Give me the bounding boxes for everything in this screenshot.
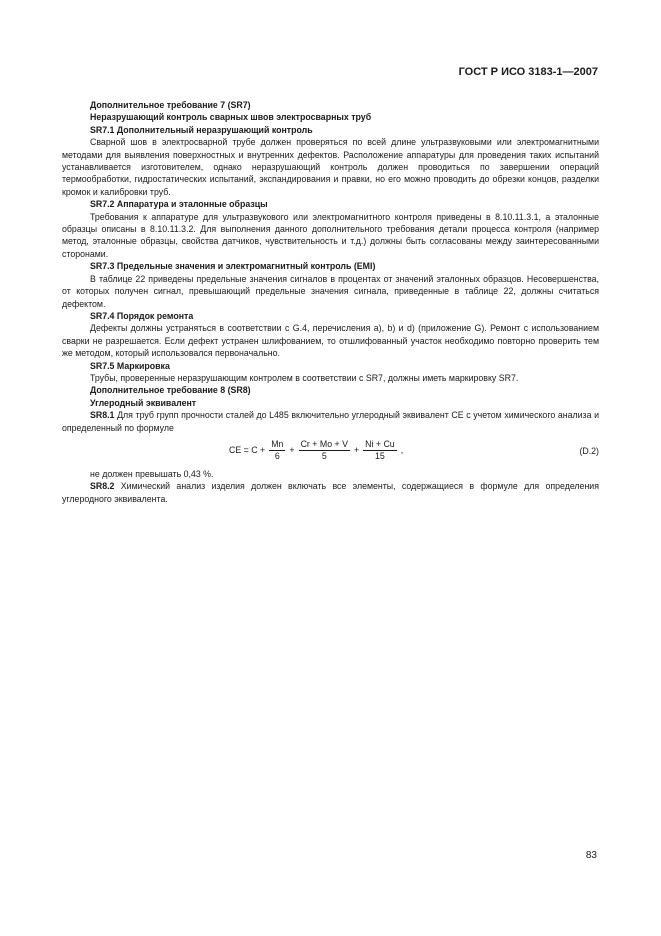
sr72-text: Требования к аппаратуре для ультразвукового или электромагнитного контроля приведены в 8.10.11.3.1, а эталонные образцы описаны в 8.10.11.3.2. Для выполнения данного дополнительного требования детали процесса контроля (например метод, эталонные образцы, свойства датчиков, чувствительность и т.д.) должны быть согласованы между заинтересованными сторонами. bbox=[62, 211, 599, 259]
formula-lhs: CE = C + bbox=[229, 445, 266, 456]
formula-expression bbox=[229, 439, 403, 462]
formula-plus: + bbox=[353, 445, 360, 456]
fraction-ni-cu-denominator: 15 bbox=[375, 450, 385, 461]
formula-plus: + bbox=[289, 445, 295, 456]
sr82-label: SR8.2 bbox=[90, 481, 115, 492]
req7-subtitle: Неразрушающий контроль сварных швов электросварных труб bbox=[90, 112, 372, 123]
sr82-text: Химический анализ изделия должен включать все элементы, содержащиеся в формуле для определения углеродного эквивалента. bbox=[62, 481, 599, 504]
sr82-paragraph bbox=[62, 480, 599, 505]
ce-formula bbox=[62, 437, 599, 467]
sr81-text: Для труб групп прочности сталей до L485 включительно углеродный эквивалент CE с учетом химического анализа и определенный по формуле bbox=[62, 410, 599, 433]
sr74-text: Дефекты должны устраняться в соответствии с G.4, перечисления a), b) и d) (приложение G). Ремонт с использованием сварки не разрешается. Если дефект устранен шлифованием, то отшлифованный участок необходимо повторно проверить тем же методом, который использовался первоначально. bbox=[62, 323, 599, 359]
fraction-ni-cu-numerator: Ni + Cu bbox=[365, 438, 395, 449]
sr75-text: Трубы, проверенные неразрушающим контролем в соответствии с SR7, должны иметь маркировку SR7. bbox=[90, 372, 519, 383]
sr72-title: SR7.2 Аппаратура и эталонные образцы bbox=[90, 199, 268, 210]
sr81-label: SR8.1 bbox=[90, 410, 115, 421]
fraction-mn-denominator: 6 bbox=[274, 450, 280, 461]
fraction-mn-numerator: Mn bbox=[271, 438, 284, 449]
req8-title: Дополнительное требование 8 (SR8) bbox=[90, 385, 251, 396]
sr81-paragraph bbox=[62, 409, 599, 434]
document-header: ГОСТ Р ИСО 3183-1—2007 bbox=[458, 66, 598, 78]
sr73-title: SR7.3 Предельные значения и электромагнитный контроль (EMI) bbox=[90, 261, 376, 272]
formula-tail: , bbox=[400, 445, 404, 456]
equation-number: (D.2) bbox=[579, 445, 599, 456]
fraction-cr-mo-v-numerator: Cr + Mo + V bbox=[300, 438, 348, 449]
sr71-text: Сварной шов в электросварной трубе должен проверяться по всей длине ультразвуковыми или электромагнитными методами для выявления поверхностных и внутренних дефектов. Расположение аппаратуры для проведения таких испытаний устанавливается изготовителем, однако неразрушающий контроль должен проводиться по завершении операций термообработки, гидростатических испытаний, экспандирования и правки, но его можно проводить до обрезки концов, разделки кромок и калибровки труб. bbox=[62, 137, 599, 197]
after-formula-text: не должен превышать 0,43 %. bbox=[90, 468, 214, 479]
sr73-text: В таблице 22 приведены предельные значения сигналов в процентах от значений эталонных образцов. Несовершенства, от которых получен сигнал, превышающий предельные значения сигнала, приведенные в таблице 22, должны считаться дефектом. bbox=[62, 273, 599, 309]
page-number: 83 bbox=[585, 850, 597, 861]
fraction-cr-mo-v bbox=[299, 439, 350, 462]
req7-title: Дополнительное требование 7 (SR7) bbox=[90, 100, 251, 110]
sr74-title: SR7.4 Порядок ремонта bbox=[90, 310, 194, 321]
document-body bbox=[62, 99, 599, 505]
sr71-title: SR7.1 Дополнительный неразрушающий контроль bbox=[90, 124, 313, 135]
sr75-title: SR7.5 Маркировка bbox=[90, 360, 170, 371]
fraction-ni-cu bbox=[363, 439, 397, 462]
fraction-cr-mo-v-denominator: 5 bbox=[321, 450, 327, 461]
fraction-mn bbox=[269, 439, 285, 462]
req8-subtitle: Углеродный эквивалент bbox=[90, 397, 197, 408]
